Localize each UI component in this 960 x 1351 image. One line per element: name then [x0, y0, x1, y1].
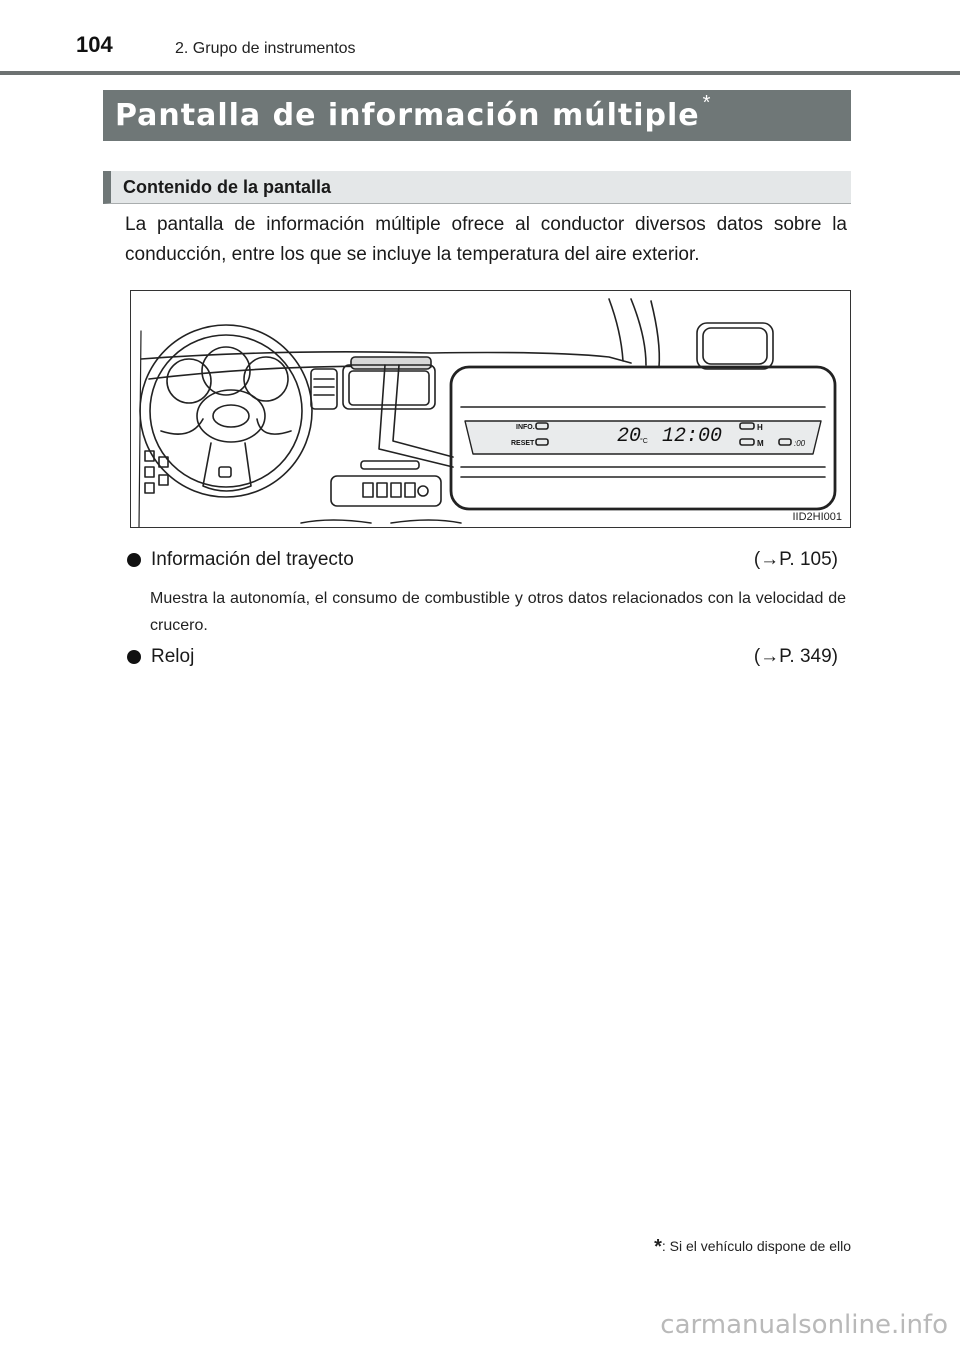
lcd-zero-label: :00 [794, 439, 806, 448]
lcd-reset-label: RESET [511, 440, 535, 447]
page-reference-link[interactable]: (→P. 105) [753, 549, 838, 570]
item-label: Reloj [151, 646, 195, 667]
item-label: Información del trayecto [151, 549, 354, 570]
lcd-temp-unit: °C [640, 438, 648, 445]
footnote [654, 1236, 851, 1259]
page-reference-link[interactable]: (→P. 349) [753, 646, 838, 667]
list-item-clock [127, 646, 847, 668]
intro-paragraph: La pantalla de información múltiple ofrece al conductor diversos datos sobre la conducción, entre los que se incluye la temperatura del aire exterior. [125, 214, 847, 265]
subsection-title: Contenido de la pantalla [103, 171, 851, 204]
section-title: Pantalla de información múltiple [115, 98, 700, 133]
bullet-icon [127, 553, 141, 567]
watermark: carmanualsonline.info [660, 1310, 948, 1340]
section-title-bar [103, 90, 851, 141]
lcd-temperature: 20 [617, 425, 642, 448]
footnote-text: : Si el vehículo dispone de ello [661, 1238, 851, 1254]
footnote-marker: * [654, 1236, 662, 1258]
list-item-trip-info [127, 549, 847, 571]
chapter-title: 2. Grupo de instrumentos [175, 40, 356, 57]
lcd-m-label: M [757, 439, 764, 448]
lcd-clock: 12:00 [662, 425, 723, 448]
lcd-h-label: H [757, 423, 763, 432]
header-divider [0, 71, 960, 75]
bullet-icon [127, 650, 141, 664]
dashboard-drawing [131, 291, 851, 528]
figure-code: IID2HI001 [792, 511, 842, 523]
lcd-info-label: INFO. [516, 424, 535, 431]
page-number: 104 [76, 32, 113, 57]
section-title-marker: * [702, 92, 711, 114]
dashboard-illustration [130, 290, 851, 528]
item-description: Muestra la autonomía, el consumo de combustible y otros datos relacionados con la velocidad de crucero. [150, 590, 846, 634]
